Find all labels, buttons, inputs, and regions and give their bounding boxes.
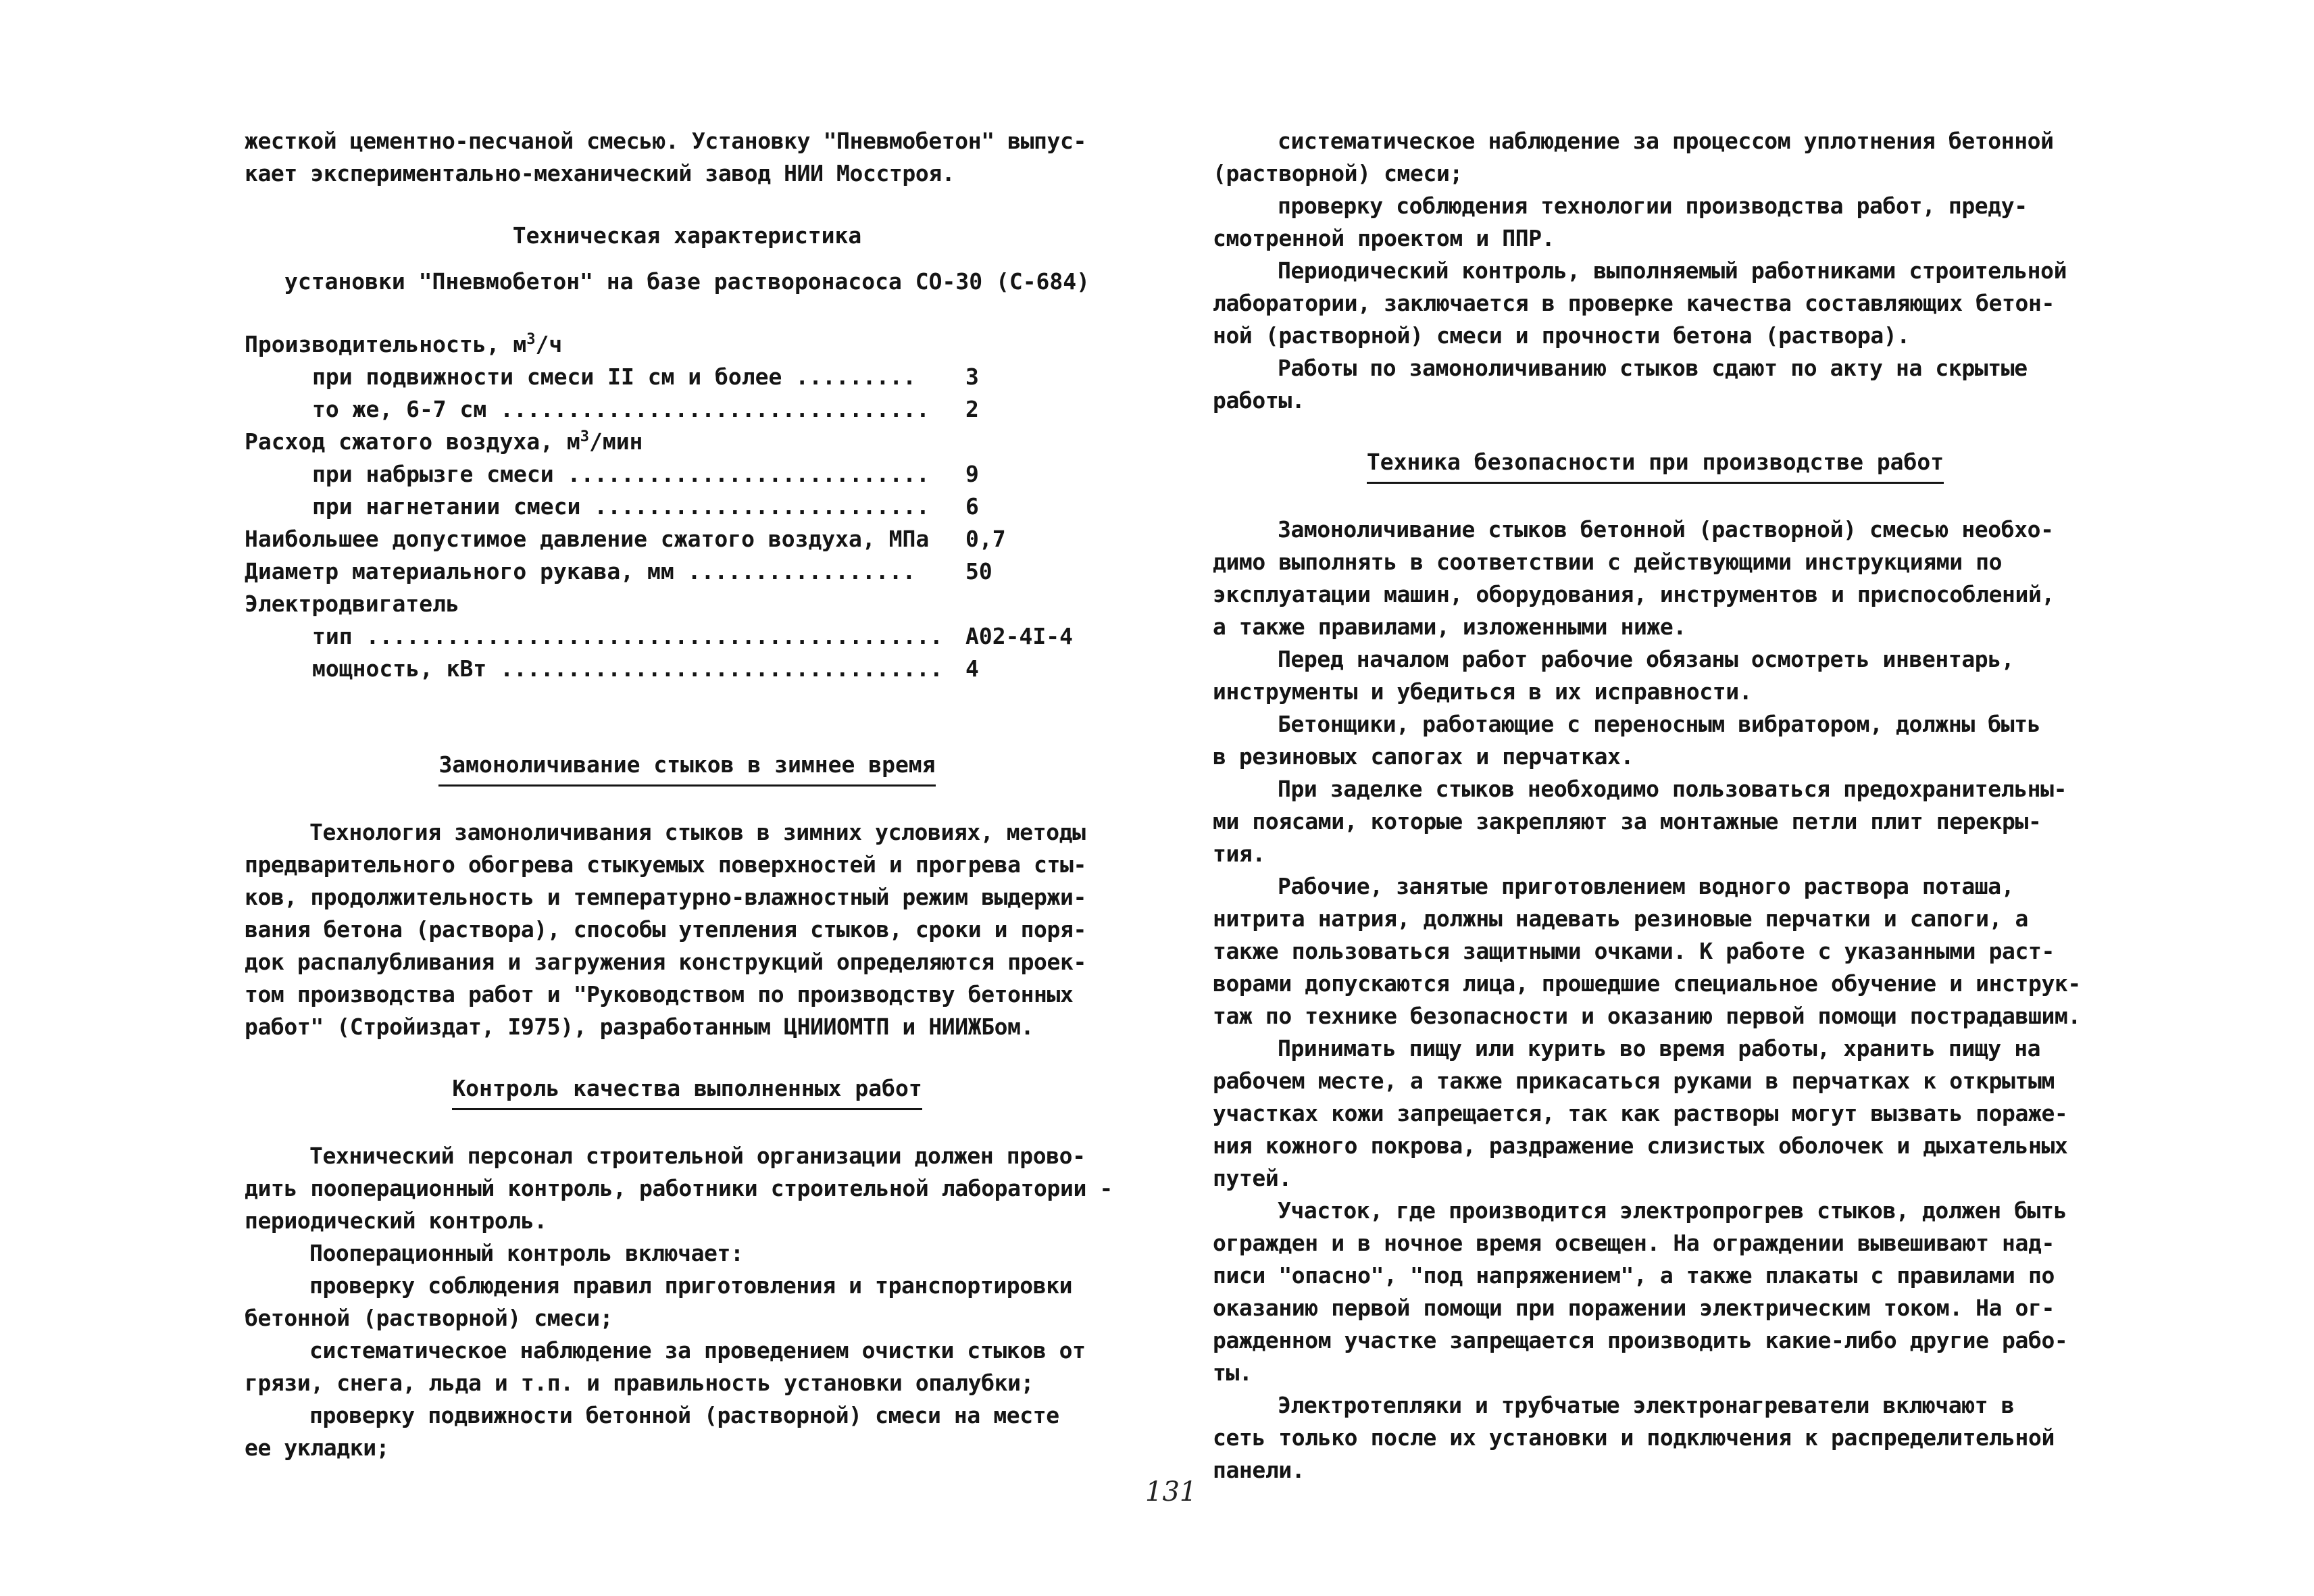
paragraph-line: эксплуатации машин, оборудования, инструментов и приспособлений, bbox=[1213, 581, 2055, 607]
spec-value: 6 bbox=[965, 493, 979, 520]
paragraph-line: ворами допускаются лица, прошедшие специальное обучение и инструк- bbox=[1213, 970, 2081, 997]
spec-value: 0,7 bbox=[965, 525, 1006, 552]
paragraph-line: оказанию первой помощи при поражении электрическим током. На ог- bbox=[1213, 1295, 2055, 1321]
control-continuation bbox=[1213, 125, 2098, 417]
spec-air-header bbox=[245, 425, 1130, 457]
safety-paragraph bbox=[1213, 1389, 2098, 1487]
spec-motor-header bbox=[245, 587, 1130, 620]
paragraph-line: Работы по замоноличиванию стыков сдают по акту на скрытые bbox=[1278, 355, 2028, 381]
paragraph-line: бетонной (растворной) смеси; bbox=[245, 1305, 613, 1331]
spec-row bbox=[245, 620, 1130, 652]
paragraph-line: в резиновых сапогах и перчатках. bbox=[1213, 743, 1634, 770]
safety-paragraph bbox=[1213, 708, 2098, 773]
spec-value: А02-4I-4 bbox=[965, 622, 1073, 649]
paragraph-line: писи "опасно", "под напряжением", а также плакаты с правилами по bbox=[1213, 1262, 2055, 1289]
safety-paragraph bbox=[1213, 643, 2098, 708]
paragraph-line: предварительного обогрева стыкуемых поверхностей и прогрева сты- bbox=[245, 851, 1086, 878]
paragraph-line: рабочем месте, а также прикасаться руками в перчатках к открытым bbox=[1213, 1068, 2055, 1094]
spec-row bbox=[245, 522, 1130, 555]
paragraph-line: участках кожи запрещается, так как растворы могут вызвать пораже- bbox=[1213, 1100, 2068, 1126]
spec-label: при подвижности смеси II см и более ......... bbox=[312, 363, 917, 390]
spec-label: при нагнетании смеси ......................... bbox=[312, 493, 930, 520]
paragraph-line: проверку подвижности бетонной (растворной) смеси на месте bbox=[309, 1402, 1059, 1428]
paragraph-line: также пользоваться защитными очками. К работе с указанными раст- bbox=[1213, 938, 2055, 964]
paragraph-line: Участок, где производится электропрогрев стыков, должен быть bbox=[1278, 1197, 2067, 1224]
paragraph-line: проверку соблюдения технологии производства работ, преду- bbox=[1278, 193, 2028, 219]
right-column bbox=[1213, 125, 2098, 1487]
paragraph-line: вания бетона (раствора), способы утепления стыков, сроки и поря- bbox=[245, 916, 1086, 943]
section-heading-winter: Замоноличивание стыков в зимнее время bbox=[438, 749, 935, 787]
paragraph-line: ния кожного покрова, раздражение слизистых оболочек и дыхательных bbox=[1213, 1132, 2068, 1159]
spec-value: 2 bbox=[965, 395, 979, 422]
spec-label: то же, 6-7 см ................................ bbox=[312, 395, 930, 422]
paragraph-line: лаборатории, заключается в проверке качества составляющих бетон- bbox=[1213, 290, 2055, 316]
spec-row bbox=[245, 393, 1130, 425]
paragraph-line: работы. bbox=[1213, 387, 1305, 414]
spec-unit: /ч bbox=[535, 330, 563, 357]
paragraph-line: Технический персонал строительной организации должен прово- bbox=[309, 1143, 1086, 1169]
quality-paragraph bbox=[245, 1140, 1130, 1464]
spec-value: 9 bbox=[965, 460, 979, 487]
paragraph-line: дить пооперационный контроль, работники строительной лаборатории - bbox=[245, 1175, 1113, 1201]
paragraph-line: грязи, снега, льда и т.п. и правильность установки опалубки; bbox=[245, 1370, 1034, 1396]
tech-title: Техническая характеристика bbox=[512, 222, 862, 249]
paragraph-line: ражденном участке запрещается производить какие-либо другие рабо- bbox=[1213, 1327, 2068, 1353]
paragraph-line: нитрита натрия, должны надевать резиновые перчатки и сапоги, а bbox=[1213, 905, 2028, 932]
intro-line: кает экспериментально-механический завод НИИ Мосстроя. bbox=[245, 160, 955, 186]
spec-row bbox=[245, 555, 1130, 587]
paragraph-line: работ" (Стройиздат, I975), разработанным ЦНИИОМТП и НИИЖБом. bbox=[245, 1014, 1034, 1040]
paragraph-line: При заделке стыков необходимо пользоваться предохранительны- bbox=[1278, 776, 2067, 802]
spec-label: Электродвигатель bbox=[245, 590, 459, 617]
paragraph-line: (растворной) смеси; bbox=[1213, 160, 1463, 186]
spec-row bbox=[245, 490, 1130, 522]
spec-label: Наибольшее допустимое давление сжатого воздуха, МПа bbox=[245, 525, 930, 552]
spec-label: Диаметр материального рукава, мм ................. bbox=[245, 557, 916, 584]
paragraph-line: путей. bbox=[1213, 1165, 1292, 1191]
paragraph-line: сеть только после их установки и подключения к распределительной bbox=[1213, 1424, 2055, 1451]
winter-paragraph bbox=[245, 816, 1130, 1043]
tech-subtitle: установки "Пневмобетон" на базе растворонасоса СО-30 (С-684) bbox=[284, 268, 1090, 295]
spec-value: 50 bbox=[965, 557, 992, 584]
paragraph-line: проверку соблюдения правил приготовления и транспортировки bbox=[309, 1272, 1073, 1299]
paragraph-line: ее укладки; bbox=[245, 1435, 390, 1461]
spec-unit-sup: 3 bbox=[580, 428, 589, 445]
paragraph-line: панели. bbox=[1213, 1457, 1305, 1483]
spec-label: тип ........................................... bbox=[312, 622, 943, 649]
paragraph-line: Принимать пищу или курить во время работы, хранить пищу на bbox=[1278, 1035, 2041, 1062]
paragraph-line: ков, продолжительность и температурно-влажностный режим выдержи- bbox=[245, 884, 1086, 910]
paragraph-line: таж по технике безопасности и оказанию первой помощи пострадавшим. bbox=[1213, 1003, 2081, 1029]
paragraph-line: Замоноличивание стыков бетонной (растворной) смесью необхо- bbox=[1278, 516, 2054, 543]
spec-unit: /мин bbox=[588, 428, 643, 455]
paragraph-line: Технология замоноличивания стыков в зимних условиях, методы bbox=[309, 819, 1086, 845]
paragraph-line: тия. bbox=[1213, 841, 1265, 867]
spec-label: Производительность, м bbox=[245, 330, 527, 357]
paragraph-line: Электротепляки и трубчатые электронагреватели включают в bbox=[1278, 1392, 2015, 1418]
paragraph-line: инструменты и убедиться в их исправности. bbox=[1213, 678, 1753, 705]
spec-list bbox=[245, 328, 1130, 684]
paragraph-line: Бетонщики, работающие с переносным вибратором, должны быть bbox=[1278, 711, 2041, 737]
page-number: 131 bbox=[1145, 1476, 1197, 1507]
paragraph-line: док распалубливания и загружения конструкций определяются проек- bbox=[245, 949, 1086, 975]
safety-paragraph bbox=[1213, 1032, 2098, 1195]
paragraph-line: Перед началом работ рабочие обязаны осмотреть инвентарь, bbox=[1278, 646, 2015, 672]
spec-row bbox=[245, 457, 1130, 490]
paragraph-line: ной (растворной) смеси и прочности бетона (раствора). bbox=[1213, 322, 1910, 349]
spec-value: 3 bbox=[965, 363, 979, 390]
spec-label: при набрызге смеси ........................... bbox=[312, 460, 930, 487]
spec-row bbox=[245, 360, 1130, 393]
section-heading-quality: Контроль качества выполненных работ bbox=[452, 1073, 922, 1110]
intro-line: жесткой цементно-песчаной смесью. Установку "Пневмобетон" выпус- bbox=[245, 128, 1086, 154]
paragraph-line: огражден и в ночное время освещен. На ограждении вывешивают над- bbox=[1213, 1230, 2055, 1256]
left-column bbox=[245, 125, 1130, 1464]
paragraph-line: Рабочие, занятые приготовлением водного раствора поташа, bbox=[1278, 873, 2015, 899]
paragraph-line: систематическое наблюдение за проведением очистки стыков от bbox=[309, 1337, 1086, 1364]
section-heading-safety: Техника безопасности при производстве работ bbox=[1367, 447, 1944, 484]
paragraph-line: ты. bbox=[1213, 1360, 1253, 1386]
paragraph-line: а также правилами, изложенными ниже. bbox=[1213, 614, 1686, 640]
paragraph-line: димо выполнять в соответствии с действующими инструкциями по bbox=[1213, 549, 2003, 575]
safety-paragraph bbox=[1213, 1195, 2098, 1389]
spec-value: 4 bbox=[965, 655, 979, 682]
safety-paragraph bbox=[1213, 514, 2098, 643]
spec-unit-sup: 3 bbox=[526, 330, 536, 348]
spec-productivity-header bbox=[245, 328, 1130, 360]
safety-paragraph bbox=[1213, 773, 2098, 870]
paragraph-line: ми поясами, которые закрепляют за монтажные петли плит перекры- bbox=[1213, 808, 2042, 834]
safety-paragraph bbox=[1213, 870, 2098, 1032]
paragraph-line: том производства работ и "Руководством по производству бетонных bbox=[245, 981, 1074, 1007]
spec-row bbox=[245, 652, 1130, 684]
spec-label: Расход сжатого воздуха, м bbox=[245, 428, 580, 455]
paragraph-line: смотренной проектом и ППР. bbox=[1213, 225, 1555, 251]
paragraph-line: периодический контроль. bbox=[245, 1207, 547, 1234]
paragraph-line: Пооперационный контроль включает: bbox=[309, 1240, 744, 1266]
spec-label: мощность, кВт ................................. bbox=[312, 655, 943, 682]
paragraph-line: Периодический контроль, выполняемый работниками строительной bbox=[1278, 257, 2067, 284]
paragraph-line: систематическое наблюдение за процессом уплотнения бетонной bbox=[1278, 128, 2054, 154]
